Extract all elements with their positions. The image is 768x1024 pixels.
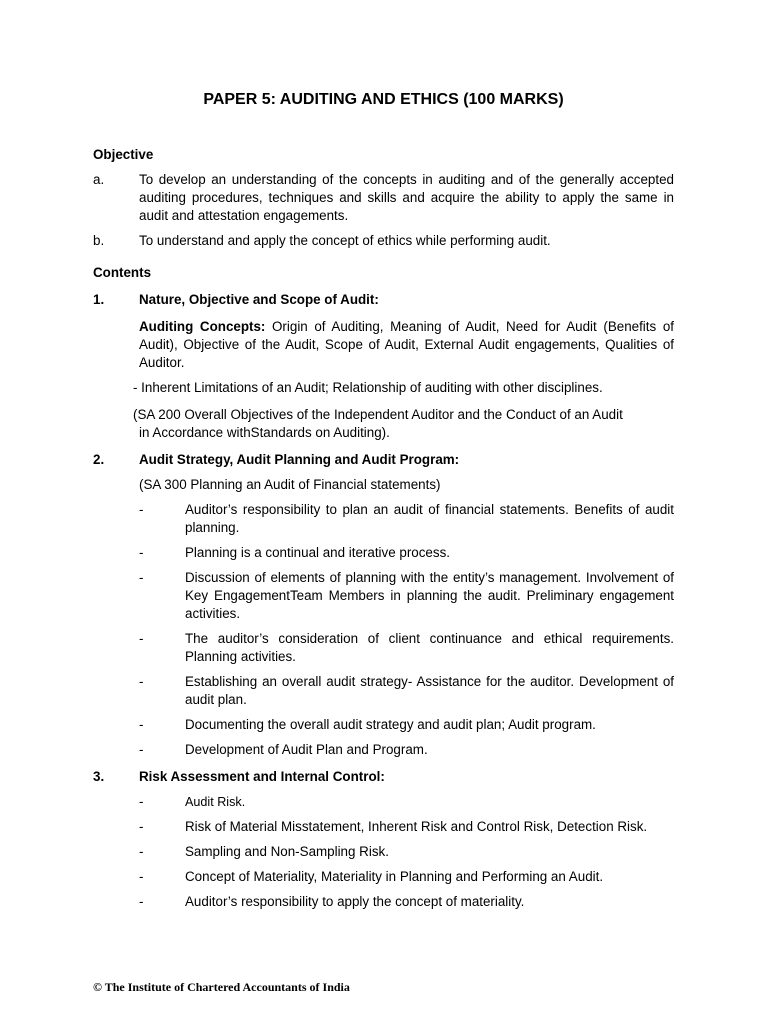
section-number: 2. (93, 452, 105, 467)
objective-item-text: To understand and apply the concept of ethics while performing audit. (139, 233, 551, 248)
list-item-text: Auditor’s responsibility to plan an audit of financial statements. Benefits of audit planning. (185, 502, 674, 535)
list-item (139, 868, 674, 886)
list-item-text: Audit Risk. (185, 795, 246, 809)
limitations-line: - Inherent Limitations of an Audit; Relationship of auditing with other disciplines. (133, 380, 603, 395)
contents-heading: Contents (93, 265, 152, 280)
bullet-dash: - (139, 717, 144, 732)
objective-item-label: a. (93, 172, 105, 187)
bullet-dash: - (139, 545, 144, 560)
page-title: PAPER 5: AUDITING AND ETHICS (100 MARKS) (203, 91, 564, 108)
list-item-text: Development of Audit Plan and Program. (185, 742, 428, 757)
list-item-text: Risk of Material Misstatement, Inherent Risk and Control Risk, Detection Risk. (185, 819, 648, 834)
auditing-concepts-label: Auditing Concepts: (139, 319, 266, 334)
list-item-text: Planning is a continual and iterative process. (185, 545, 450, 560)
objective-item (93, 232, 674, 250)
objective-item-label: b. (93, 233, 105, 248)
auditing-concepts-text: Origin of Auditing, Meaning of Audit, Need for Audit (Benefits of Audit), Objective of the Audit, Scope of Audit, External Audit engagements, Qualities of Auditor. (139, 319, 674, 370)
list-item-text: Sampling and Non-Sampling Risk. (185, 844, 389, 859)
list-item (139, 843, 674, 861)
bullet-dash: - (139, 819, 144, 834)
list-item-text: Concept of Materiality, Materiality in Planning and Performing an Audit. (185, 869, 604, 884)
section-heading (93, 291, 674, 309)
bullet-dash: - (139, 742, 144, 757)
bullet-dash: - (139, 502, 144, 517)
list-item (139, 673, 674, 709)
section-title: Nature, Objective and Scope of Audit: (139, 292, 379, 307)
list-item (139, 630, 674, 666)
objective-heading: Objective (93, 147, 154, 162)
objective-item-text: To develop an understanding of the concepts in auditing and of the generally accepted auditing procedures, techniques and skills and acquire the ability to apply the same in audit and attestation engagements. (139, 172, 674, 223)
list-item (139, 716, 674, 734)
list-item (139, 569, 674, 623)
sa300-note: (SA 300 Planning an Audit of Financial statements) (139, 477, 441, 492)
list-item (139, 793, 674, 811)
document-page (93, 90, 674, 911)
bullet-dash: - (139, 631, 144, 646)
sa200-note (93, 406, 674, 442)
sa200-line-1: (SA 200 Overall Objectives of the Independent Auditor and the Conduct of an Audit (133, 407, 623, 422)
list-item (139, 818, 674, 836)
bullet-dash: - (139, 794, 144, 809)
auditing-concepts-paragraph (139, 318, 674, 372)
list-item-text: Discussion of elements of planning with the entity’s management. Involvement of Key EngagementTeam Members in planning the audit. Preliminary engagement activities. (185, 570, 674, 621)
bullet-dash: - (139, 869, 144, 884)
bullet-dash: - (139, 894, 144, 909)
list-item-text: Establishing an overall audit strategy- Assistance for the auditor. Development of audit plan. (185, 674, 674, 707)
section-number: 1. (93, 292, 105, 307)
list-item (139, 893, 674, 911)
list-item (139, 501, 674, 537)
objective-item (93, 171, 674, 225)
section-title: Risk Assessment and Internal Control: (139, 769, 385, 784)
copyright-footer: © The Institute of Chartered Accountants of India (93, 980, 350, 994)
section-heading (93, 768, 674, 786)
sa200-line-2: in Accordance withStandards on Auditing). (139, 425, 390, 440)
list-item-text: Auditor’s responsibility to apply the concept of materiality. (185, 894, 525, 909)
section-title: Audit Strategy, Audit Planning and Audit Program: (139, 452, 460, 467)
section-heading (93, 451, 674, 469)
bullet-dash: - (139, 570, 144, 585)
section-number: 3. (93, 769, 105, 784)
bullet-dash: - (139, 844, 144, 859)
bullet-dash: - (139, 674, 144, 689)
list-item (139, 741, 674, 759)
list-item-text: Documenting the overall audit strategy and audit plan; Audit program. (185, 717, 596, 732)
list-item-text: The auditor’s consideration of client continuance and ethical requirements. Planning activities. (185, 631, 674, 664)
list-item (139, 544, 674, 562)
